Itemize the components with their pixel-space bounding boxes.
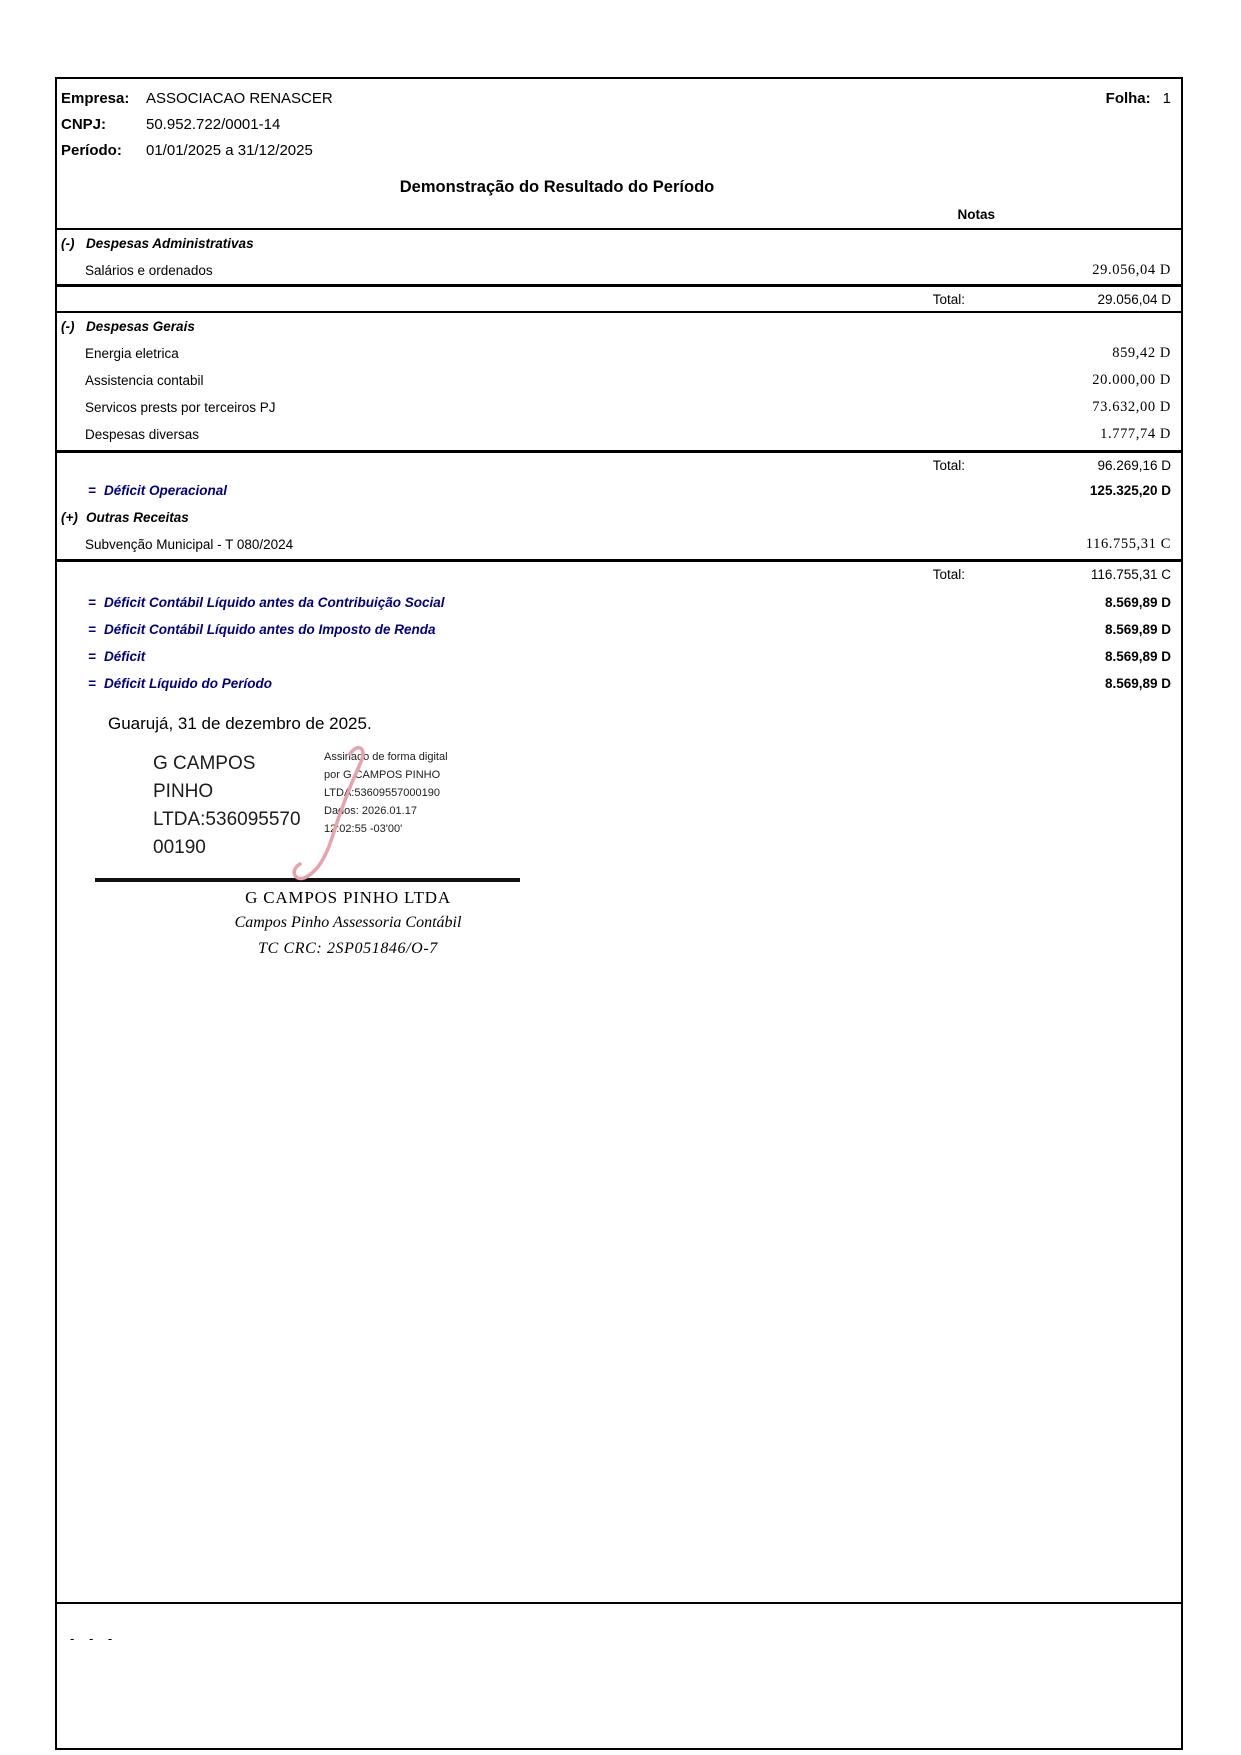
account-row — [57, 257, 1181, 284]
firm-subtitle: Campos Pinho Assessoria Contábil — [234, 914, 462, 931]
section-despesas-administrativas — [57, 230, 1181, 257]
signature-rule — [95, 878, 520, 882]
equals-sign: = — [88, 483, 96, 498]
equals-sign: = — [88, 676, 96, 691]
total-label: Total: — [932, 291, 965, 307]
result-label: Déficit Líquido do Período — [104, 676, 272, 691]
folha-label: Folha: — [1105, 89, 1151, 107]
account-row — [57, 421, 1181, 448]
stamp-line: 12:02:55 -03'00' — [324, 823, 403, 835]
result-value: 8.569,89 D — [1104, 595, 1171, 610]
result-value: 125.325,20 D — [1089, 483, 1171, 498]
total-row — [57, 453, 1181, 477]
empresa-value: ASSOCIACAO RENASCER — [146, 89, 333, 107]
total-value: 96.269,16 D — [1097, 457, 1171, 473]
signer-name-line: G CAMPOS PINHO — [153, 753, 256, 802]
account-row — [57, 367, 1181, 394]
equals-sign: = — [88, 649, 96, 664]
section-outras-receitas — [57, 504, 1181, 531]
section-label: Despesas Administrativas — [86, 236, 254, 251]
cnpj-value: 50.952.722/0001-14 — [146, 115, 281, 133]
section-sign: (-) — [61, 319, 75, 334]
firm-name: G CAMPOS PINHO LTDA — [245, 888, 451, 907]
account-label: Energia eletrica — [85, 346, 179, 361]
section-despesas-gerais — [57, 313, 1181, 340]
total-label: Total: — [932, 566, 965, 582]
account-value: 859,42 D — [1112, 345, 1171, 361]
firm-crc-number: TC CRC: 2SP051846/O-7 — [258, 940, 438, 957]
signature-stamp-details — [324, 748, 448, 862]
result-value: 8.569,89 D — [1104, 676, 1171, 691]
total-value: 29.056,04 D — [1097, 291, 1171, 307]
result-row-deficit-contribuicao-social — [57, 589, 1181, 616]
account-value: 1.777,74 D — [1100, 426, 1171, 442]
stamp-line: LTDA:53609557000190 — [324, 787, 441, 799]
cnpj-label: CNPJ: — [61, 115, 107, 133]
folha-indicator — [1106, 90, 1181, 107]
result-row-deficit-operacional — [57, 477, 1181, 504]
result-label: Déficit — [104, 649, 146, 664]
result-label: Déficit Contábil Líquido antes do Imposto de Renda — [104, 622, 436, 637]
total-row — [57, 562, 1181, 586]
footer-end-marks: - - - — [70, 1631, 114, 1646]
signature-columns — [153, 748, 583, 862]
account-value: 116.755,31 C — [1085, 536, 1171, 552]
equals-sign: = — [88, 622, 96, 637]
account-row — [57, 531, 1181, 558]
section-sign: (-) — [61, 236, 75, 251]
result-label: Déficit Contábil Líquido antes da Contribuição Social — [104, 595, 445, 610]
result-value: 8.569,89 D — [1104, 649, 1171, 664]
result-label: Déficit Operacional — [104, 483, 228, 498]
section-sign: (+) — [61, 510, 78, 525]
signer-name-block — [153, 750, 318, 862]
footer-divider — [57, 1602, 1181, 1604]
total-value: 116.755,31 C — [1090, 566, 1171, 582]
result-row-deficit-imposto-renda — [57, 616, 1181, 643]
accounting-firm-block — [133, 886, 563, 962]
report-header — [57, 79, 1181, 225]
report-title: Demonstração do Resultado do Período — [399, 178, 715, 196]
account-value: 73.632,00 D — [1092, 399, 1171, 415]
result-value: 8.569,89 D — [1104, 622, 1171, 637]
signer-name-line: 00190 — [153, 837, 206, 858]
account-label: Assistencia contabil — [85, 373, 204, 388]
periodo-value: 01/01/2025 a 31/12/2025 — [146, 141, 313, 159]
date-place-line: Guarujá, 31 de dezembro de 2025. — [108, 714, 372, 733]
result-row-deficit — [57, 643, 1181, 670]
equals-sign: = — [88, 595, 96, 610]
account-label: Servicos prests por terceiros PJ — [85, 400, 276, 415]
account-row — [57, 340, 1181, 367]
stamp-line: por G CAMPOS PINHO — [324, 769, 441, 781]
empresa-label: Empresa: — [61, 89, 130, 107]
periodo-row — [57, 137, 1181, 163]
account-row — [57, 394, 1181, 421]
stamp-line: Assinado de forma digital — [324, 751, 448, 763]
folha-value: 1 — [1162, 89, 1171, 107]
account-value: 29.056,04 D — [1092, 262, 1171, 278]
account-label: Despesas diversas — [85, 427, 200, 442]
account-label: Subvenção Municipal - T 080/2024 — [85, 537, 294, 552]
empresa-row — [57, 85, 1181, 111]
section-label: Despesas Gerais — [86, 319, 195, 334]
digital-signature-block — [153, 748, 583, 962]
account-value: 20.000,00 D — [1092, 372, 1171, 388]
statement-body — [57, 228, 1181, 697]
total-label: Total: — [932, 457, 965, 473]
total-row — [57, 287, 1181, 311]
section-label: Outras Receitas — [86, 510, 189, 525]
signer-name-line: LTDA:536095570 — [153, 809, 301, 830]
result-row-deficit-liquido-periodo — [57, 670, 1181, 697]
notas-column-header: Notas — [957, 207, 995, 222]
stamp-line: Dados: 2026.01.17 — [324, 805, 417, 817]
account-label: Salários e ordenados — [85, 263, 213, 278]
periodo-label: Período: — [61, 141, 122, 159]
report-frame — [55, 77, 1183, 1750]
cnpj-row — [57, 111, 1181, 137]
